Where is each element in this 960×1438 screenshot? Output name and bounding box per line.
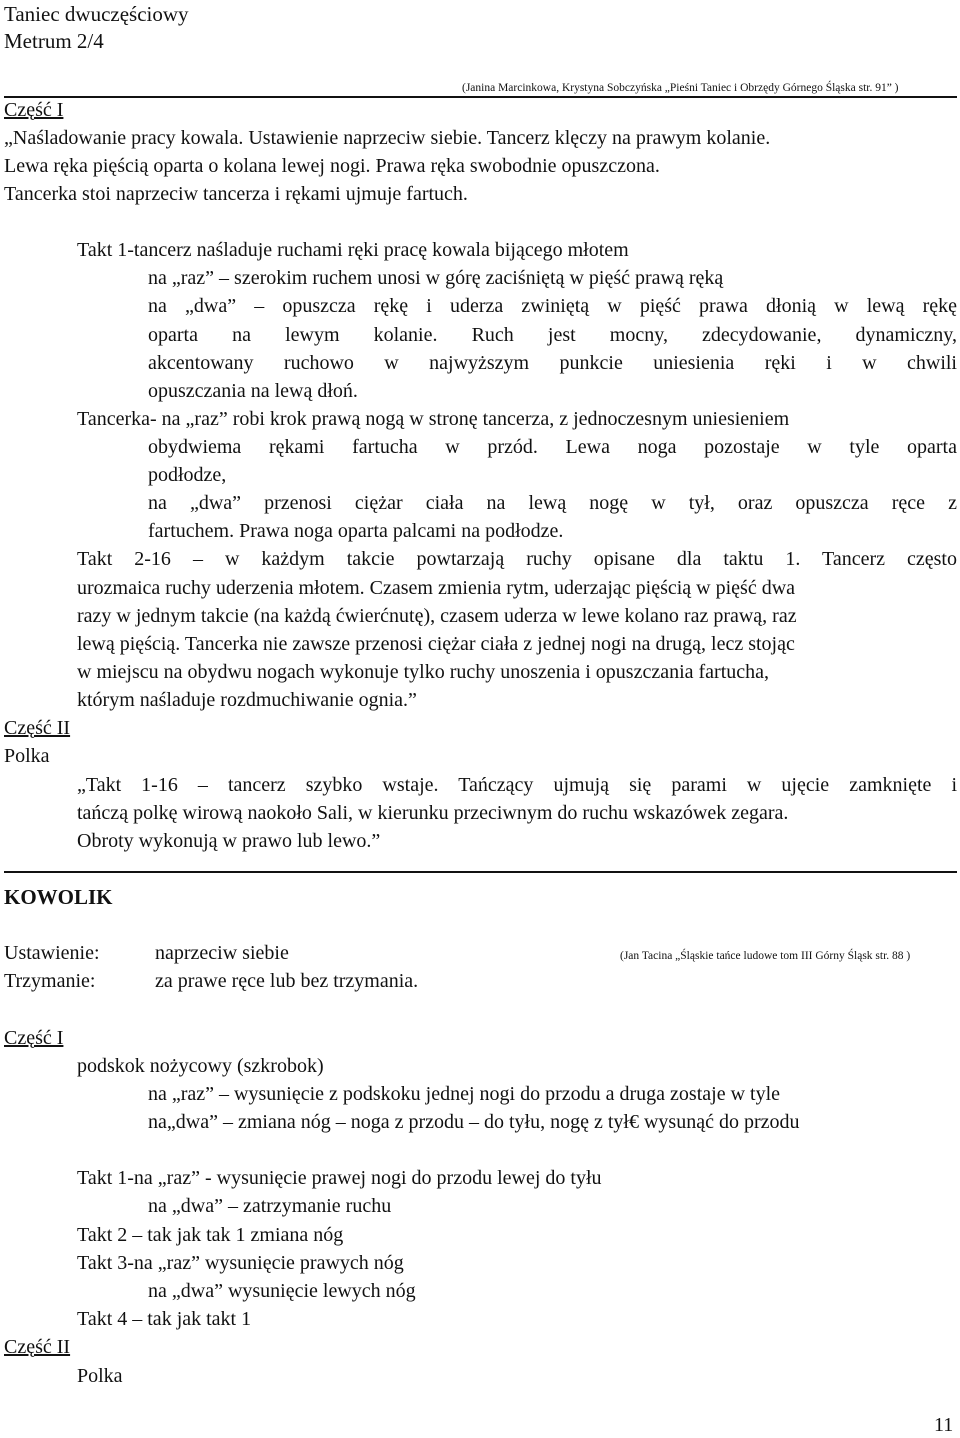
- takt-line: na „dwa” – opuszcza rękę i uderza zwiniętą w pięść prawa dłonią w lewą rękę: [148, 295, 957, 317]
- kowolik-takt-line: Takt 3-na „raz” wysunięcie prawych nóg: [77, 1252, 404, 1274]
- section-divider: [4, 871, 957, 873]
- kowolik-takt-line: Takt 1-na „raz” - wysunięcie prawej nogi do przodu lewej do tyłu: [77, 1167, 602, 1189]
- takt-line: na „raz” – szerokim ruchem unosi w górę zaciśniętą w pięść prawą ręką: [148, 267, 724, 289]
- takt-line: urozmaica ruchy uderzenia młotem. Czasem zmienia rytm, uderzając pięścią w pięść dwa: [77, 577, 796, 599]
- polka-line: „Takt 1-16 – tancerz szybko wstaje. Tańczący ujmują się parami w ujęcie zamknięte i: [77, 774, 957, 796]
- hold-value: za prawe ręce lub bez trzymania.: [155, 970, 419, 992]
- hold-label: Trzymanie:: [4, 970, 96, 992]
- polka-line: Obroty wykonują w prawo lub lewo.”: [77, 830, 381, 852]
- part2-subheading: Polka: [4, 745, 50, 767]
- kowolik-part2-subheading: Polka: [77, 1365, 123, 1387]
- polka-line: tańczą polkę wirową naokoło Sali, w kierunku przeciwnym do ruchu wskazówek zegara.: [77, 802, 789, 824]
- kowolik-part2-heading: Część II: [4, 1336, 71, 1358]
- takt-line: obydwiema rękami fartucha w przód. Lewa noga pozostaje w tyle oparta: [148, 436, 957, 458]
- kowolik-takt-line: na „dwa” wysunięcie lewych nóg: [148, 1280, 416, 1302]
- takt-line: Takt 2-16 – w każdym takcie powtarzają ruchy opisane dla taktu 1. Tancerz często: [77, 548, 957, 570]
- takt-line: akcentowany ruchowo w najwyższym punkcie uniesienia ręki i w chwili: [148, 352, 957, 374]
- takt-line: fartuchem. Prawa noga oparta palcami na podłodze.: [148, 520, 564, 542]
- takt-line: podłodze,: [148, 464, 227, 486]
- takt-line: którym naśladuje rozdmuchiwanie ognia.”: [77, 689, 417, 711]
- takt-line: Takt 1-tancerz naśladuje ruchami ręki pracę kowala bijącego młotem: [77, 239, 629, 261]
- meter-label: Metrum 2/4: [4, 29, 104, 53]
- intro-line: Tancerka stoi naprzeciw tancerza i rękami ujmuje fartuch.: [4, 183, 468, 205]
- takt-line: oparta na lewym kolanie. Ruch jest mocny, zdecydowanie, dynamiczny,: [148, 324, 957, 346]
- setup-label: Ustawienie:: [4, 942, 100, 964]
- kowolik-part1-heading: Część I: [4, 1027, 64, 1049]
- takt-line: na „dwa” przenosi ciężar ciała na lewą nogę w tył, oraz opuszcza ręce z: [148, 492, 957, 514]
- kowolik-source: (Jan Tacina „Śląskie tańce ludowe tom III Górny Śląsk str. 88 ): [620, 950, 911, 962]
- source-citation: (Janina Marcinkowa, Krystyna Sobczyńska „Pieśni Taniec i Obrzędy Górnego Śląska str. 91” ): [462, 82, 899, 94]
- takt-line: opuszczania na lewą dłoń.: [148, 380, 358, 402]
- step-line: na „raz” – wysunięcie z podskoku jednej nogi do przodu a druga zostaje w tyle: [148, 1083, 781, 1105]
- page-number: 11: [934, 1414, 954, 1436]
- takt-line: razy w jednym takcie (na każdą ćwierćnutę), czasem uderza w lewe kolano raz prawą, raz: [77, 605, 797, 627]
- intro-line: „Naśladowanie pracy kowala. Ustawienie naprzeciw siebie. Tancerz klęczy na prawym kolanie.: [4, 127, 771, 149]
- kowolik-takt-line: na „dwa” – zatrzymanie ruchu: [148, 1195, 392, 1217]
- intro-line: Lewa ręka pięścią oparta o kolana lewej nogi. Prawa ręka swobodnie opuszczona.: [4, 155, 660, 177]
- kowolik-takt-line: Takt 2 – tak jak tak 1 zmiana nóg: [77, 1224, 344, 1246]
- takt-line: lewą pięścią. Tancerka nie zawsze przenosi ciężar ciała z jednej nogi na drugą, lecz stojąc: [77, 633, 795, 655]
- header-divider: [4, 96, 957, 98]
- part2-heading: Część II: [4, 717, 71, 739]
- takt-line: w miejscu na obydwu nogach wykonuje tylko ruchy unoszenia i opuszczania fartucha,: [77, 661, 770, 683]
- part1-heading: Część I: [4, 99, 64, 121]
- takt-line: Tancerka- na „raz” robi krok prawą nogą w stronę tancerza, z jednoczesnym uniesieniem: [77, 408, 790, 430]
- setup-value: naprzeciw siebie: [155, 942, 289, 964]
- kowolik-takt-line: Takt 4 – tak jak takt 1: [77, 1308, 252, 1330]
- kowolik-title: KOWOLIK: [4, 885, 113, 909]
- document-title: Taniec dwuczęściowy: [4, 2, 189, 26]
- step-line: na„dwa” – zmiana nóg – noga z przodu – do tyłu, nogę z tył€ wysunąć do przodu: [148, 1111, 800, 1133]
- step-line: podskok nożycowy (szkrobok): [77, 1055, 324, 1077]
